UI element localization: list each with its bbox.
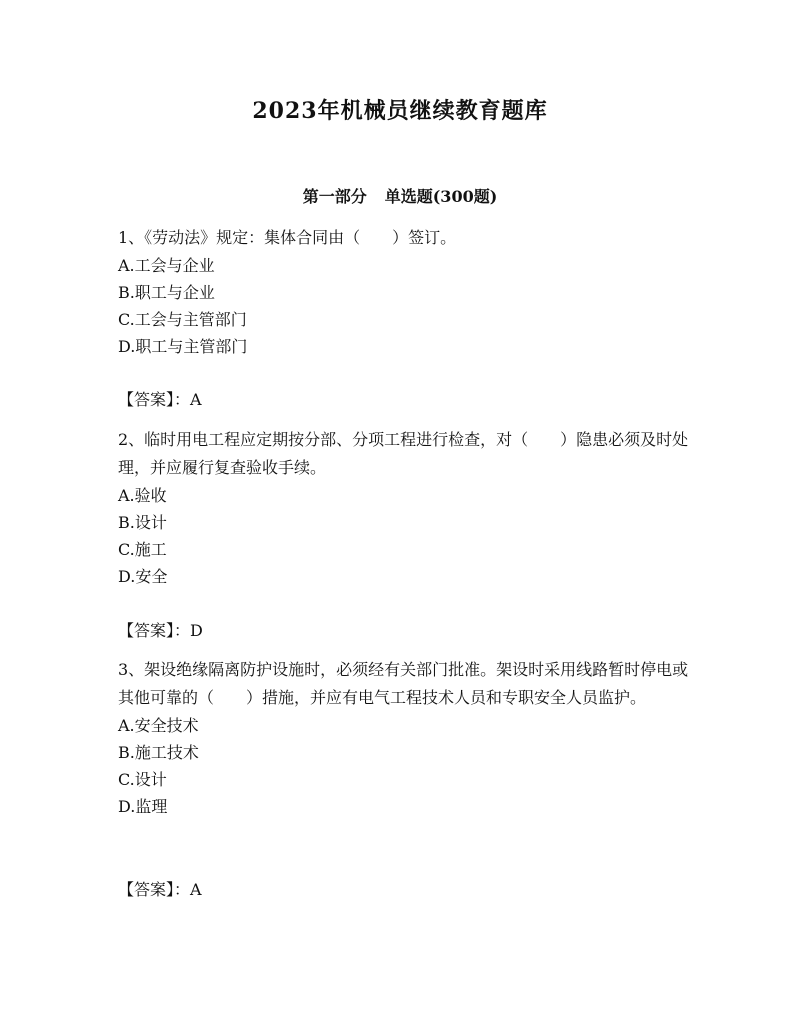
option-b: B.施工技术 — [118, 743, 199, 762]
question-stem: 1、《劳动法》规定：集体合同由（ ）签订。 — [118, 228, 457, 247]
option-c: C.工会与主管部门 — [118, 310, 247, 329]
option-b: B.职工与企业 — [118, 283, 215, 302]
option-d: D.安全 — [118, 567, 168, 586]
option-b: B.设计 — [118, 513, 167, 532]
option-c: C.施工 — [118, 540, 167, 559]
option-d: D.监理 — [118, 797, 168, 816]
section-name: 单选题(300题) — [384, 187, 498, 206]
section-part: 第一部分 — [302, 187, 367, 206]
option-c: C.设计 — [118, 770, 167, 789]
question-1 — [118, 224, 698, 360]
answer-1: 【答案】：A — [118, 390, 202, 409]
answer-2: 【答案】：D — [118, 621, 203, 640]
option-a: A.安全技术 — [118, 716, 199, 735]
option-d: D.职工与主管部门 — [118, 337, 248, 356]
question-stem: 3、架设绝缘隔离防护设施时，必须经有关部门批准。架设时采用线路暂时停电或其他可靠的（ ）措施，并应有电气工程技术人员和专职安全人员监护。 — [118, 660, 689, 707]
question-stem: 2、临时用电工程应定期按分部、分项工程进行检查，对（ ）隐患必须及时处理，并应履行复查验收手续。 — [118, 430, 689, 477]
question-3 — [118, 656, 698, 820]
answer-3: 【答案】：A — [118, 880, 202, 899]
option-a: A.验收 — [118, 486, 167, 505]
question-2 — [118, 426, 698, 590]
section-heading — [0, 184, 800, 207]
document-title: 2023年机械员继续教育题库 — [252, 98, 548, 124]
option-a: A.工会与企业 — [118, 256, 215, 275]
